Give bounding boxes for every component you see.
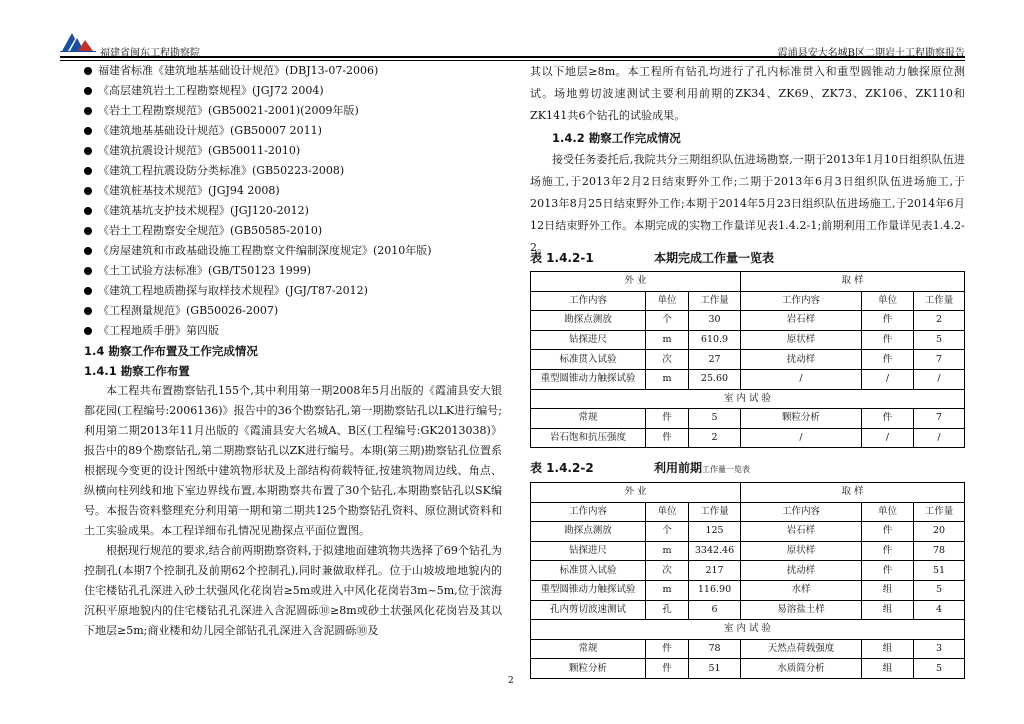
standard-list-item: 《建筑地基基础设计规范》(GB50007 2011) bbox=[84, 121, 502, 141]
table-cell: 岩石样 bbox=[741, 311, 862, 331]
page-number: 2 bbox=[508, 676, 514, 686]
table-cell: 51 bbox=[914, 561, 965, 581]
table-cell: 组 bbox=[862, 659, 914, 679]
table-row bbox=[531, 369, 965, 389]
table-header-cell: 工作内容 bbox=[741, 502, 862, 522]
table-cell: / bbox=[862, 369, 914, 389]
bullet-icon bbox=[84, 267, 92, 275]
table-cell: 件 bbox=[646, 409, 689, 429]
table-title-suffix: 工作量一览表 bbox=[702, 465, 751, 474]
company-logo bbox=[60, 30, 96, 52]
table-cell: m bbox=[646, 330, 689, 350]
bullet-icon bbox=[84, 107, 92, 115]
paragraph-completion: 接受任务委托后,我院共分三期组织队伍进场勘察,一期于2013年1月10日组织队伍进场施工,于2013年2月2日结束野外工作;二期于2013年6月3日组织队伍进场施工,于2013年8月25日结束野外工作;本期于2014年5月23日组织队伍进场施工,于2014年6月12日结束野外工作。本期完成的实物工作量详见表1.4.2-1;前期利用工作量详见表1.4.2-2。 bbox=[530, 153, 965, 254]
table-row bbox=[531, 541, 965, 561]
table-cell: 勘探点测放 bbox=[531, 311, 646, 331]
table-row bbox=[531, 291, 965, 311]
table-cell: 78 bbox=[914, 541, 965, 561]
table-group-header: 取 样 bbox=[741, 483, 965, 503]
standard-list-item: 《岩土工程勘察安全规范》(GB50585-2010) bbox=[84, 221, 502, 241]
table-cell: 件 bbox=[862, 330, 914, 350]
table-cell: 颗粒分析 bbox=[741, 409, 862, 429]
table-cell: / bbox=[914, 428, 965, 448]
table-cell: 颗粒分析 bbox=[531, 659, 646, 679]
table-header-cell: 单位 bbox=[862, 291, 914, 311]
table-row bbox=[531, 350, 965, 370]
bullet-icon bbox=[84, 207, 92, 215]
standard-list-item: 《工程测量规范》(GB50026-2007) bbox=[84, 301, 502, 321]
table-header-cell: 工作内容 bbox=[531, 502, 646, 522]
table-header-cell: 工作量 bbox=[689, 291, 741, 311]
table-cell: 件 bbox=[862, 561, 914, 581]
table-cell: 件 bbox=[862, 541, 914, 561]
table-cell: 610.9 bbox=[689, 330, 741, 350]
standard-list-item: 《建筑抗震设计规范》(GB50011-2010) bbox=[84, 141, 502, 161]
table-cell: / bbox=[914, 369, 965, 389]
standard-list-item: 《建筑工程地质勘探与取样技术规程》(JGJ/T87-2012) bbox=[84, 281, 502, 301]
table-cell: 6 bbox=[689, 600, 741, 620]
table-cell: 件 bbox=[646, 428, 689, 448]
table-row bbox=[531, 620, 965, 640]
table-cell: 扰动样 bbox=[741, 350, 862, 370]
table-cell: 组 bbox=[862, 580, 914, 600]
standard-list-item: 《建筑桩基技术规范》(JGJ94 2008) bbox=[84, 181, 502, 201]
header-rule bbox=[60, 56, 965, 58]
table-number: 表 1.4.2-1 bbox=[530, 251, 594, 265]
table-header-cell: 单位 bbox=[646, 502, 689, 522]
table-cell: 5 bbox=[914, 659, 965, 679]
standard-list-item: 《高层建筑岩土工程勘察规程》(JGJ72 2004) bbox=[84, 81, 502, 101]
table-group-header: 取 样 bbox=[741, 272, 965, 292]
bullet-icon bbox=[84, 147, 92, 155]
table-cell: 件 bbox=[646, 659, 689, 679]
standard-list-item: 《土工试验方法标准》(GB/T50123 1999) bbox=[84, 261, 502, 281]
table-row bbox=[531, 330, 965, 350]
table-cell: 原状样 bbox=[741, 541, 862, 561]
table-cell: / bbox=[741, 369, 862, 389]
table-cell: 125 bbox=[689, 522, 741, 542]
table-cell: 原状样 bbox=[741, 330, 862, 350]
table-title: 本期完成工作量一览表 bbox=[654, 251, 775, 265]
organization-name: 福建省闽东工程勘察院 bbox=[100, 48, 200, 59]
table-cell: 件 bbox=[862, 311, 914, 331]
standard-list-item: 《岩土工程勘察规范》(GB50021-2001)(2009年版) bbox=[84, 101, 502, 121]
table-number: 表 1.4.2-2 bbox=[530, 461, 594, 475]
table-cell: 重型圆锥动力触探试验 bbox=[531, 369, 646, 389]
table-row bbox=[531, 502, 965, 522]
bullet-icon bbox=[84, 327, 92, 335]
table-row bbox=[531, 639, 965, 659]
table-header-cell: 单位 bbox=[646, 291, 689, 311]
table-cell: 7 bbox=[914, 409, 965, 429]
table-cell: 4 bbox=[914, 600, 965, 620]
paragraph-work-layout: 本工程共布置勘察钻孔155个,其中利用第一期2008年5月出版的《霞浦县安大银都花园(工程编号:2006136)》报告中的36个勘察钻孔,第一期勘察钻孔以LK进行编号;利用第二期2013年11月出版的《霞浦县安大名城A、B区(工程编号:GK2013038)》报告中的89个勘察钻孔,第二期勘察钻孔以ZK进行编号。本期(第三期)勘察钻孔位置系根据现今变更的设计图纸中建筑物形状及上部结构荷载特征,按建筑物周边线、角点、纵横向柱列线和地下室边界线布置,本期勘察共布置了30个钻孔,本期勘察钻孔以SK编号。本报告资料整理充分利用第一期和第二期共125个勘察钻孔资料、原位测试资料和土工实验成果。本工程详细布孔情况见勘探点平面位置图。 bbox=[84, 384, 502, 537]
table-cell: 2 bbox=[689, 428, 741, 448]
table-header-cell: 工作量 bbox=[914, 291, 965, 311]
table-cell: 116.90 bbox=[689, 580, 741, 600]
table-cell: 易溶盐土样 bbox=[741, 600, 862, 620]
bullet-icon bbox=[84, 307, 92, 315]
table-cell: 次 bbox=[646, 350, 689, 370]
paragraph-control-holes: 根据现行规范的要求,结合前两期勘察资料,于拟建地面建筑物共选择了69个钻孔为控制孔(本期7个控制孔及前期62个控制孔),同时兼做取样孔。位于山坡坡地地貌内的住宅楼钻孔孔深进入砂土状强风化花岗岩≥5m或进入中风化花岗岩3m~5m,位于滨海沉积平原地貌内的住宅楼钻孔孔深进入含泥圆砾⑩≥8m或砂土状强风化花岗岩及其以下地层≥5m;商业楼和幼儿园全部钻孔孔深进入含泥圆砾⑩及 bbox=[84, 544, 502, 637]
page-header bbox=[60, 30, 965, 59]
bullet-icon bbox=[84, 287, 92, 295]
table-cell: m bbox=[646, 541, 689, 561]
table-cell: 岩石饱和抗压强度 bbox=[531, 428, 646, 448]
table-cell: 5 bbox=[914, 330, 965, 350]
table-cell: 78 bbox=[689, 639, 741, 659]
bullet-icon bbox=[84, 247, 92, 255]
subsection-heading: 1.4.2 勘察工作完成情况 bbox=[552, 131, 681, 145]
table-caption bbox=[530, 458, 751, 478]
table-cell: 7 bbox=[914, 350, 965, 370]
table-caption bbox=[530, 248, 775, 268]
table-cell: 3342.46 bbox=[689, 541, 741, 561]
table-row bbox=[531, 600, 965, 620]
table-cell: 标准贯入试验 bbox=[531, 561, 646, 581]
table-row bbox=[531, 428, 965, 448]
table-row bbox=[531, 409, 965, 429]
table-cell: 5 bbox=[689, 409, 741, 429]
report-title: 霞浦县安大名城B区二期岩土工程勘察报告 bbox=[777, 48, 965, 59]
table-cell: 标准贯入试验 bbox=[531, 350, 646, 370]
table-title: 利用前期 bbox=[654, 461, 703, 475]
table-row bbox=[531, 272, 965, 292]
bullet-icon bbox=[84, 87, 92, 95]
table-cell: 2 bbox=[914, 311, 965, 331]
standard-list-item: 《房屋建筑和市政基础设施工程勘察文件编制深度规定》(2010年版) bbox=[84, 241, 502, 261]
section-heading: 1.4 勘察工作布置及工作完成情况 bbox=[84, 344, 258, 358]
table-cell: / bbox=[741, 428, 862, 448]
table-cell: 5 bbox=[914, 580, 965, 600]
table-cell: 件 bbox=[862, 522, 914, 542]
table-cell: 水质简分析 bbox=[741, 659, 862, 679]
standard-list-item: 《工程地质手册》第四版 bbox=[84, 321, 502, 341]
bullet-icon bbox=[84, 67, 92, 75]
table-row bbox=[531, 483, 965, 503]
table-cell: 20 bbox=[914, 522, 965, 542]
table-group-header: 室 内 试 验 bbox=[531, 620, 965, 640]
table-cell: m bbox=[646, 369, 689, 389]
subsection-heading: 1.4.1 勘察工作布置 bbox=[84, 364, 190, 378]
workload-table-previous bbox=[530, 482, 965, 679]
table-cell: 27 bbox=[689, 350, 741, 370]
table-group-header: 外 业 bbox=[531, 272, 741, 292]
right-column bbox=[530, 61, 965, 259]
table-cell: 常规 bbox=[531, 639, 646, 659]
standard-list-item: 福建省标准《建筑地基基础设计规范》(DBJ13-07-2006) bbox=[84, 61, 502, 81]
paragraph-continued: 其以下地层≥8m。本工程所有钻孔均进行了孔内标准贯入和重型圆锥动力触探原位测试。场地剪切波速测试主要利用前期的ZK34、ZK69、ZK73、ZK106、ZK110和ZK141共6个钻孔的试验成果。 bbox=[530, 65, 965, 122]
bullet-icon bbox=[84, 187, 92, 195]
table-row bbox=[531, 561, 965, 581]
table-cell: 常规 bbox=[531, 409, 646, 429]
left-column bbox=[84, 61, 502, 641]
table-cell: 岩石样 bbox=[741, 522, 862, 542]
table-cell: 钻探进尺 bbox=[531, 330, 646, 350]
table-cell: 天然点荷载强度 bbox=[741, 639, 862, 659]
table-header-cell: 工作内容 bbox=[741, 291, 862, 311]
table-cell: 3 bbox=[914, 639, 965, 659]
workload-table-current bbox=[530, 271, 965, 448]
table-cell: 组 bbox=[862, 639, 914, 659]
table-cell: 水样 bbox=[741, 580, 862, 600]
table-cell: 217 bbox=[689, 561, 741, 581]
standard-list-item: 《建筑工程抗震设防分类标准》(GB50223-2008) bbox=[84, 161, 502, 181]
table-cell: 个 bbox=[646, 311, 689, 331]
table-header-cell: 工作内容 bbox=[531, 291, 646, 311]
table-cell: 件 bbox=[862, 350, 914, 370]
table-cell: 件 bbox=[862, 409, 914, 429]
table-header-cell: 单位 bbox=[862, 502, 914, 522]
bullet-icon bbox=[84, 167, 92, 175]
table-row bbox=[531, 522, 965, 542]
table-group-header: 室 内 试 验 bbox=[531, 389, 965, 409]
table-row bbox=[531, 389, 965, 409]
table-cell: 钻探进尺 bbox=[531, 541, 646, 561]
bullet-icon bbox=[84, 127, 92, 135]
table-header-cell: 工作量 bbox=[914, 502, 965, 522]
table-cell: 件 bbox=[646, 639, 689, 659]
table-cell: 孔 bbox=[646, 600, 689, 620]
table-cell: 次 bbox=[646, 561, 689, 581]
table-cell: m bbox=[646, 580, 689, 600]
standard-list-item: 《建筑基坑支护技术规程》(JGJ120-2012) bbox=[84, 201, 502, 221]
table-cell: 51 bbox=[689, 659, 741, 679]
table-cell: 孔内剪切波速测试 bbox=[531, 600, 646, 620]
table-cell: 30 bbox=[689, 311, 741, 331]
table-cell: 扰动样 bbox=[741, 561, 862, 581]
table-row bbox=[531, 580, 965, 600]
table-cell: 勘探点测放 bbox=[531, 522, 646, 542]
table-cell: 25.60 bbox=[689, 369, 741, 389]
table-cell: 个 bbox=[646, 522, 689, 542]
bullet-icon bbox=[84, 227, 92, 235]
table-row bbox=[531, 659, 965, 679]
table-cell: 组 bbox=[862, 600, 914, 620]
table-cell: / bbox=[862, 428, 914, 448]
table-row bbox=[531, 311, 965, 331]
table-cell: 重型圆锥动力触探试验 bbox=[531, 580, 646, 600]
table-group-header: 外 业 bbox=[531, 483, 741, 503]
table-header-cell: 工作量 bbox=[689, 502, 741, 522]
